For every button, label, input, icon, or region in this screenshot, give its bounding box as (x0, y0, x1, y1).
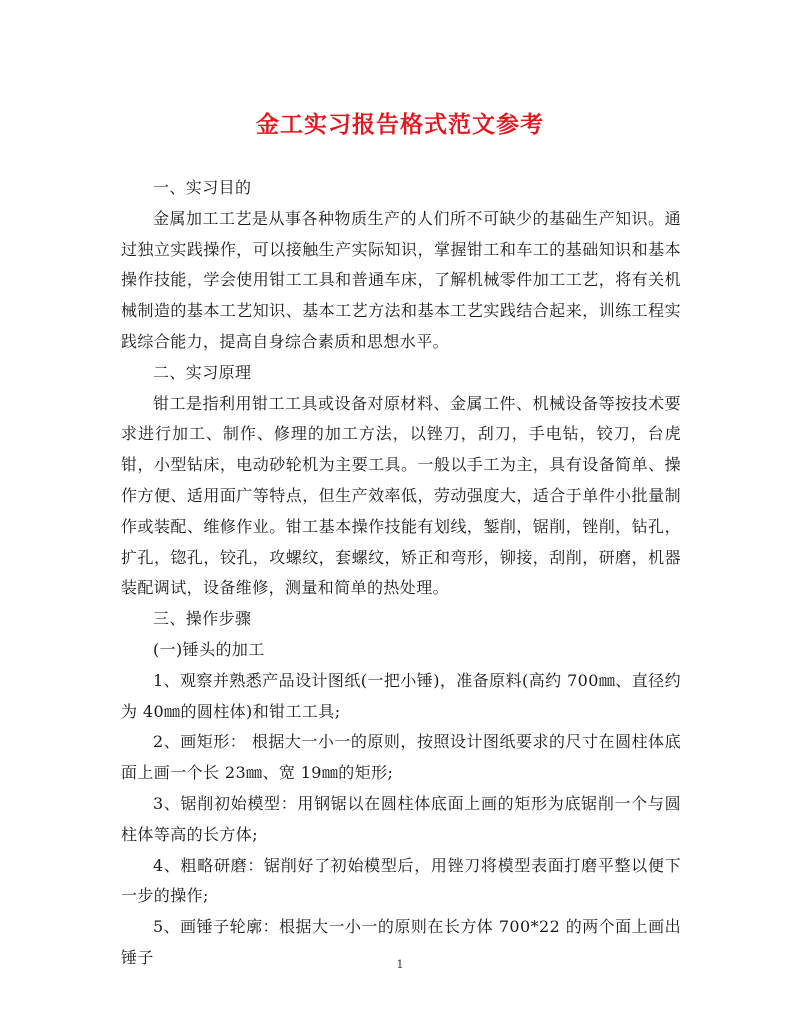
paragraph-principle: 钳工是指利用钳工工具或设备对原材料、金属工件、机械设备等按技术要求进行加工、制作、修理的加工方法，以锉刀，刮刀，手电钻，铰刀，台虎钳，小型钻床，电动砂轮机为主要工具。一般以手工为主，具有设备简单、操作方便、适用面广等特点，但生产效率低，劳动强度大，适合于单件小批量制作或装配、维修作业。钳工基本操作技能有划线，錾削，锯削，锉削，钻孔，扩孔，锪孔，铰孔，攻螺纹，套螺纹，矫正和弯形，铆接，刮削，研磨，机器装配调试，设备维修，测量和简单的热处理。 (121, 393, 681, 598)
paragraph-purpose: 金属加工工艺是从事各种物质生产的人们所不可缺少的基础生产知识。通过独立实践操作，可以接触生产实际知识，掌握钳工和车工的基础知识和基本操作技能，学会使用钳工工具和普通车床，了解机械零件加工工艺，将有关机械制造的基本工艺知识、基本工艺方法和基本工艺实践结合起来，训练工程实践综合能力，提高自身综合素质和思想水平。 (121, 208, 681, 351)
document-body (121, 173, 681, 974)
section-heading-principle: 二、实习原理 (153, 362, 252, 382)
page-number: 1 (396, 958, 404, 971)
step-1: 1、观察并熟悉产品设计图纸(一把小锤)，准备原料(高约 700㎜、直径约为 40㎜的圆柱体)和钳工工具; (121, 670, 681, 721)
step-4: 4、粗略研磨：锯削好了初始模型后，用锉刀将模型表面打磨平整以便下一步的操作; (121, 855, 681, 906)
subsection-heading-hammer-head: (一)锤头的加工 (153, 639, 265, 659)
step-5: 5、画锤子轮廓：根据大一小一的原则在长方体 700*22 的两个面上画出锤子 (121, 917, 681, 967)
step-3: 3、锯削初始模型：用钢锯以在圆柱体底面上画的矩形为底锯削一个与圆柱体等高的长方体; (121, 793, 681, 844)
section-heading-steps: 三、操作步骤 (153, 609, 252, 629)
step-2: 2、画矩形： 根据大一小一的原则，按照设计图纸要求的尺寸在圆柱体底面上画一个长 23㎜、宽 19㎜的矩形; (121, 732, 681, 783)
document-title: 金工实习报告格式范文参考 (256, 111, 544, 138)
section-heading-purpose: 一、实习目的 (153, 178, 252, 197)
